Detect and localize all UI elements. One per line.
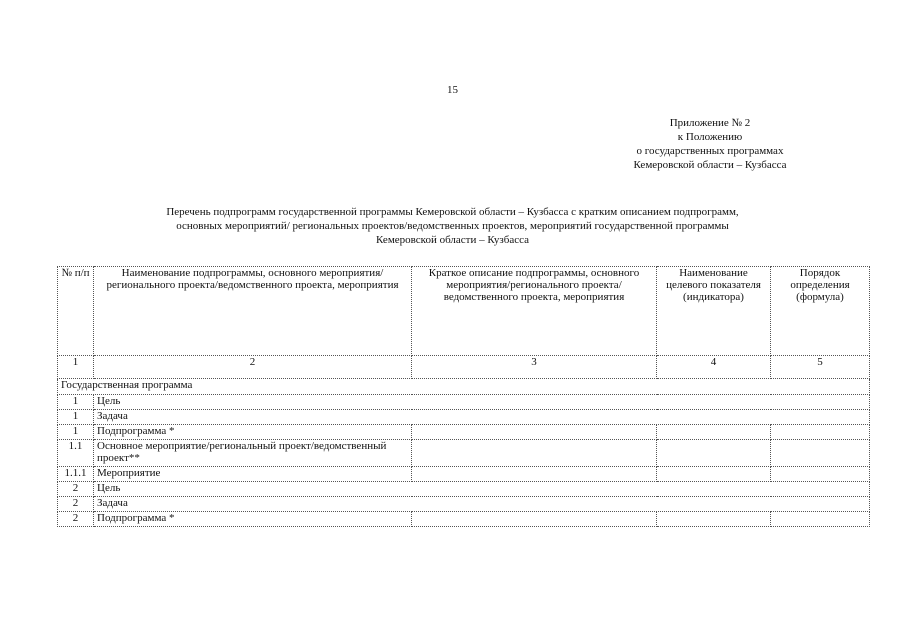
column-number: 1 [58, 356, 94, 379]
row-number: 2 [58, 482, 94, 497]
table-row [58, 467, 870, 482]
table-row [58, 497, 870, 512]
row-name: Мероприятие [94, 467, 412, 482]
empty-cell [771, 425, 870, 440]
column-number: 5 [771, 356, 870, 379]
row-name: Цель [94, 395, 870, 410]
table-row [58, 482, 870, 497]
appendix-line: к Положению [677, 131, 743, 143]
empty-cell [412, 425, 657, 440]
empty-cell [657, 512, 771, 527]
row-number: 1 [58, 410, 94, 425]
title-line: основных мероприятий/ региональных проектов/ведомственных проектов, мероприятий государственной программы [176, 220, 729, 232]
row-name: Основное мероприятие/региональный проект/ведомственный проект** [94, 440, 412, 467]
column-number-row [58, 356, 870, 379]
row-name: Цель [94, 482, 870, 497]
table-row [58, 410, 870, 425]
header-cell: Наименование подпрограммы, основного мероприятия/регионального проекта/ведомственного проекта, мероприятия [94, 267, 412, 356]
empty-cell [657, 467, 771, 482]
empty-cell [771, 512, 870, 527]
empty-cell [657, 425, 771, 440]
header-cell: Краткое описание подпрограммы, основного мероприятия/регионального проекта/ведомственного проекта, мероприятия [412, 267, 657, 356]
header-cell: Порядок определения (формула) [771, 267, 870, 356]
row-number: 1 [58, 425, 94, 440]
table-row [58, 395, 870, 410]
page-number: 15 [447, 84, 458, 96]
appendix-block [580, 116, 840, 172]
row-number: 1.1.1 [58, 467, 94, 482]
empty-cell [771, 440, 870, 467]
header-cell: Наименование целевого показателя (индикатора) [657, 267, 771, 356]
header-cell: № п/п [58, 267, 94, 356]
column-number: 2 [94, 356, 412, 379]
table-row [58, 440, 870, 467]
row-name: Подпрограмма * [94, 425, 412, 440]
title-line: Перечень подпрограмм государственной программы Кемеровской области – Кузбасса с кратким описанием подпрограмм, [166, 206, 739, 218]
document-title [50, 205, 855, 247]
empty-cell [412, 467, 657, 482]
appendix-line: Кемеровской области – Кузбасса [633, 159, 787, 171]
program-cell: Государственная программа [58, 379, 870, 395]
appendix-line: о государственных программах [636, 145, 784, 157]
empty-cell [412, 512, 657, 527]
empty-cell [657, 440, 771, 467]
table-row [58, 512, 870, 527]
table-row [58, 425, 870, 440]
row-name: Задача [94, 497, 870, 512]
row-number: 1.1 [58, 440, 94, 467]
row-number: 1 [58, 395, 94, 410]
column-number: 3 [412, 356, 657, 379]
appendix-line: Приложение № 2 [669, 117, 751, 129]
empty-cell [412, 440, 657, 467]
row-number: 2 [58, 512, 94, 527]
program-row [58, 379, 870, 395]
row-name: Подпрограмма * [94, 512, 412, 527]
subprograms-table [57, 266, 870, 527]
title-line: Кемеровской области – Кузбасса [376, 234, 529, 246]
empty-cell [771, 467, 870, 482]
table-header-row [58, 267, 870, 356]
column-number: 4 [657, 356, 771, 379]
row-name: Задача [94, 410, 870, 425]
row-number: 2 [58, 497, 94, 512]
